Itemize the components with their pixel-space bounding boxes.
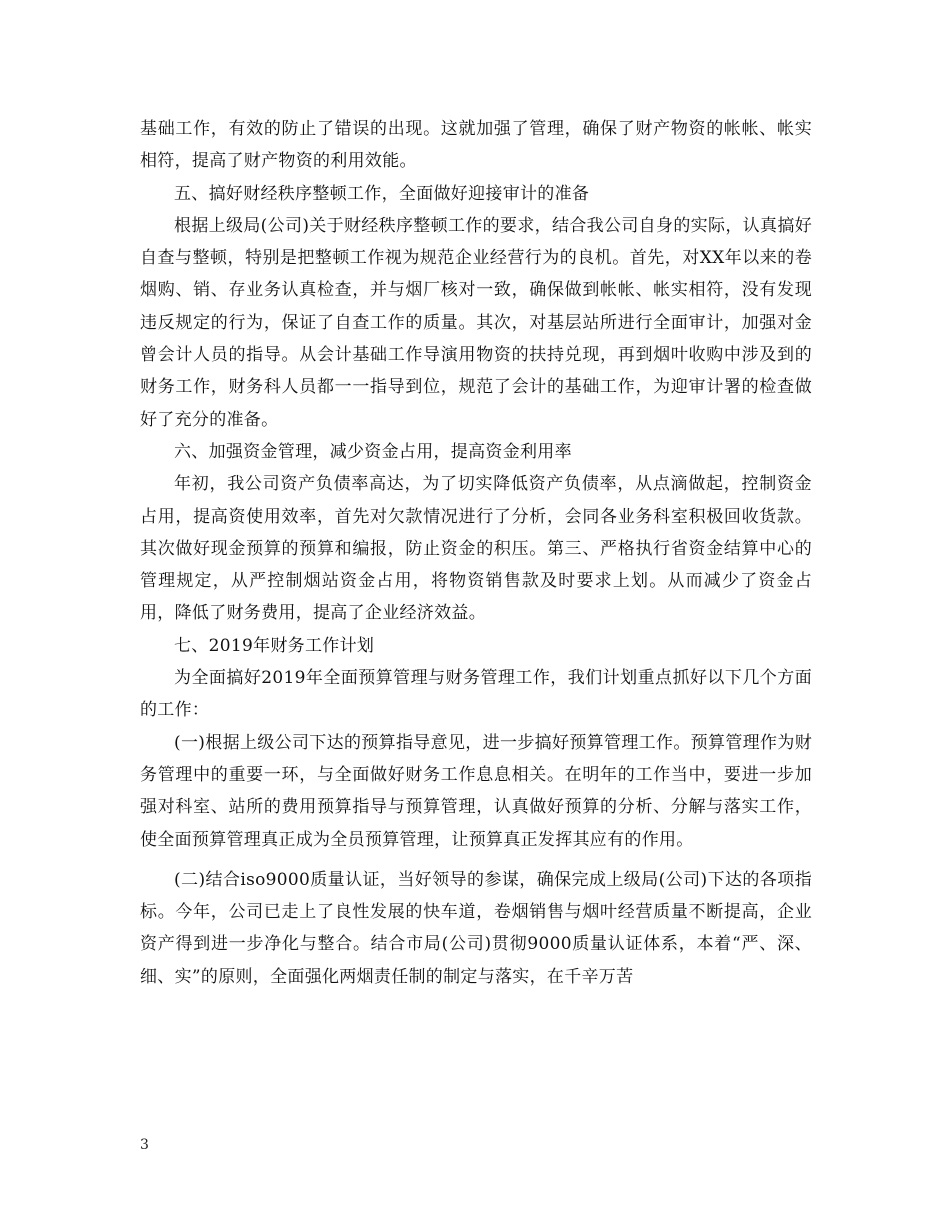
section-heading-six: 六、加强资金管理，减少资金占用，提高资金利用率 bbox=[174, 441, 572, 462]
paragraph-plan-one: (一)根据上级公司下达的预算指导意见，进一步搞好预算管理工作。预算管理作为财务管理中的重要一环，与全面做好财务工作息息相关。在明年的工作当中，要进一步加强对科室、站所的费用预算指导与预算管理，认真做好预算的分析、分解与落实工作，使全面预算管理真正成为全员预算管理，让预算真正发挥其应有的作用。 bbox=[140, 732, 812, 850]
page-number: 3 bbox=[140, 1137, 149, 1153]
paragraph-continued: 基础工作，有效的防止了错误的出现。这就加强了管理，确保了财产物资的帐帐、帐实相符，提高了财产物资的利用效能。 bbox=[140, 119, 812, 172]
paragraph-plan-two: (二)结合iso9000质量认证，当好领导的参谋，确保完成上级局(公司)下达的各项指标。今年，公司已走上了良性发展的快车道，卷烟销售与烟叶经营质量不断提高，企业资产得到进一步净化与整合。结合市局(公司)贯彻9000质量认证体系，本着“严、深、细、实”的原则，全面强化两烟责任制的制定与落实，在千辛万苦 bbox=[140, 869, 812, 987]
document-body bbox=[140, 113, 812, 993]
section-heading-five: 五、搞好财经秩序整顿工作，全面做好迎接审计的准备 bbox=[174, 183, 590, 204]
section-heading-seven: 七、2019年财务工作计划 bbox=[174, 635, 375, 656]
paragraph-plan-intro: 为全面搞好2019年全面预算管理与财务管理工作，我们计划重点抓好以下几个方面的工作： bbox=[140, 668, 812, 721]
paragraph-capital: 年初，我公司资产负债率高达，为了切实降低资产负债率，从点滴做起，控制资金占用，提高资使用效率，首先对欠款情况进行了分析，会同各业务科室积极回收货款。其次做好现金预算的预算和编报，防止资金的积压。第三、严格执行省资金结算中心的管理规定，从严控制烟站资金占用，将物资销售款及时要求上划。从而减少了资金占用，降低了财务费用，提高了企业经济效益。 bbox=[140, 474, 812, 624]
paragraph-audit: 根据上级局(公司)关于财经秩序整顿工作的要求，结合我公司自身的实际，认真搞好自查与整顿，特别是把整顿工作视为规范企业经营行为的良机。首先，对XX年以来的卷烟购、销、存业务认真检查，并与烟厂核对一致，确保做到帐帐、帐实相符，没有发现违反规定的行为，保证了自查工作的质量。其次，对基层站所进行全面审计，加强对金曾会计人员的指导。从会计基础工作导演用物资的扶持兑现，再到烟叶收购中涉及到的财务工作，财务科人员都一一指导到位，规范了会计的基础工作，为迎审计署的检查做好了充分的准备。 bbox=[140, 215, 812, 430]
